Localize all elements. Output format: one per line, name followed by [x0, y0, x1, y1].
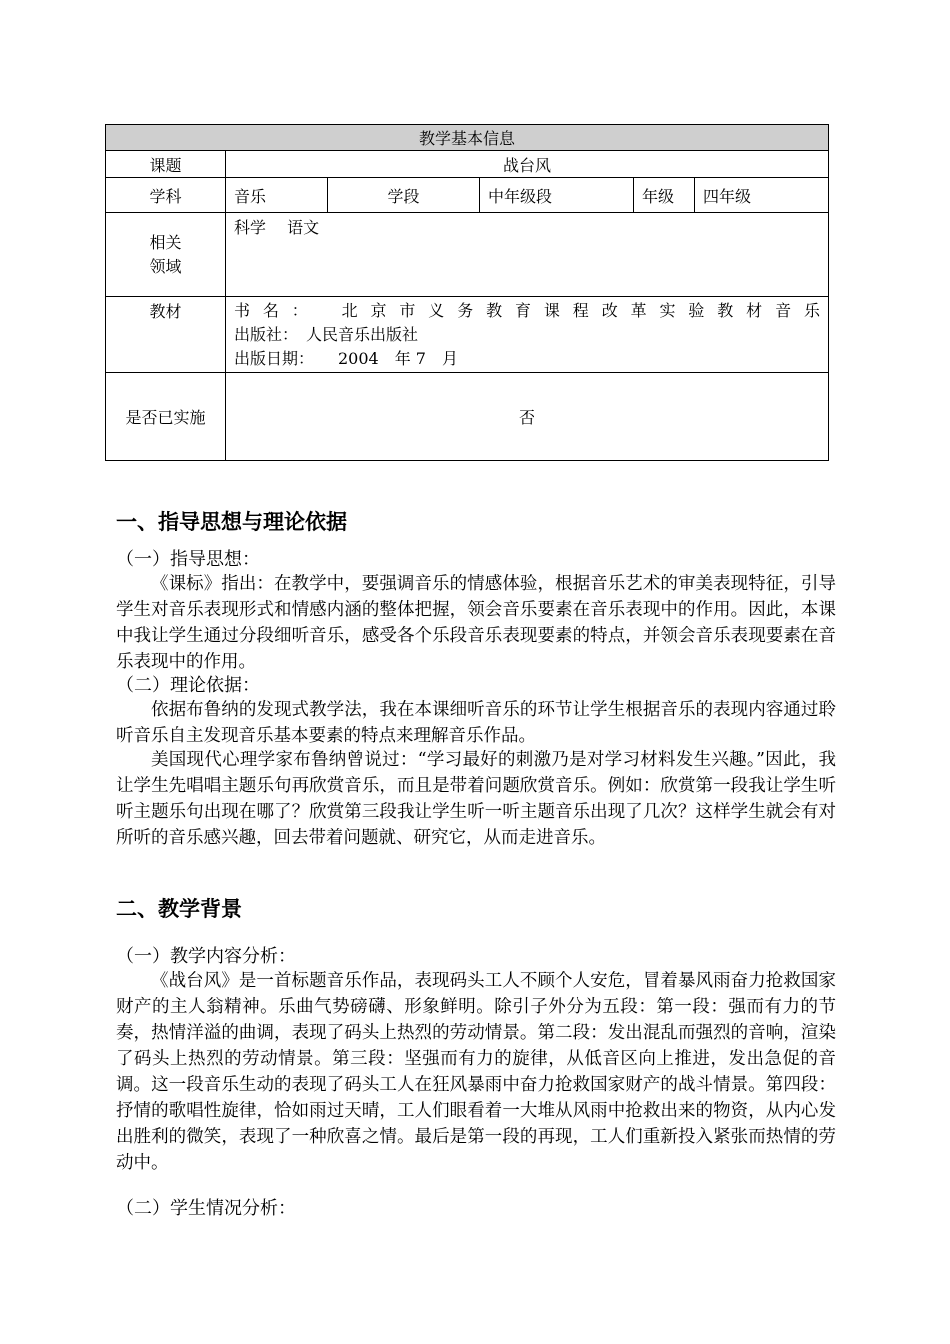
- section1-paragraph-3: 美国现代心理学家布鲁纳曾说过：“学习最好的刺激乃是对学习材料发生兴趣。”因此，我让学生先唱唱主题乐句再欣赏音乐，而且是带着问题欣赏音乐。例如：欣赏第一段我让学生听听主题乐句出现在哪了？欣赏第三段我让学生听一听主题音乐出现了几次？这样学生就会有对所听的音乐感兴趣，回去带着问题就、研究它，从而走进音乐。: [116, 750, 836, 848]
- section1-sub-heading-2: （二）理论依据：: [116, 675, 260, 696]
- section1-paragraph-1: 《课标》指出：在教学中，要强调音乐的情感体验，根据音乐艺术的审美表现特征，引导学生对音乐表现形式和情感内涵的整体把握，领会音乐要素在音乐表现中的作用。因此，本课中我让学生通过分段细听音乐，感受各个乐段音乐表现要素的特点，并领会音乐表现要素在音乐表现中的作用。: [116, 574, 836, 672]
- implemented-value: 否: [226, 373, 829, 461]
- topic-label: 课题: [106, 151, 226, 178]
- textbook-publisher: 出版社： 人民音乐出版社: [234, 325, 419, 344]
- subject-label: 学科: [106, 178, 226, 213]
- section2-sub-heading-1: （一）教学内容分析：: [116, 946, 296, 967]
- subject-value: 音乐: [226, 178, 328, 213]
- stage-value: 中年级段: [480, 178, 634, 213]
- implemented-label: 是否已实施: [106, 373, 226, 461]
- section1-sub-heading-1: （一）指导思想：: [116, 549, 260, 570]
- textbook-value: [226, 297, 829, 373]
- table-title: 教学基本信息: [106, 125, 829, 151]
- topic-value: 战台风: [226, 151, 829, 178]
- textbook-date: 出版日期： 2004 年 7 月: [234, 349, 458, 368]
- grade-value: 四年级: [695, 178, 829, 213]
- related-label-line-1: 相关: [149, 232, 182, 252]
- section2-paragraph-1: 《战台风》是一首标题音乐作品，表现码头工人不顾个人安危，冒着暴风雨奋力抢救国家财产的主人翁精神。乐曲气势磅礴、形象鲜明。除引子外分为五段：第一段：强而有力的节奏，热情洋溢的曲调，表现了码头上热烈的劳动情景。第二段：发出混乱而强烈的音响，渲染了码头上热烈的劳动情景。第三段：坚强而有力的旋律，从低音区向上推进，发出急促的音调。这一段音乐生动的表现了码头工人在狂风暴雨中奋力抢救国家财产的战斗情景。第四段：抒情的歌唱性旋律，恰如雨过天晴，工人们眼看着一大堆从风雨中抢救出来的物资，从内心发出胜利的微笑，表现了一种欣喜之情。最后是第一段的再现，工人们重新投入紧张而热情的劳动中。: [116, 971, 836, 1173]
- section2-heading: 二、教学背景: [116, 897, 242, 921]
- stage-label: 学段: [328, 178, 480, 213]
- textbook-book-name: 书名： 北京市义务教育课程改革实验教材音乐: [234, 301, 820, 320]
- related-fields-label: [106, 213, 226, 297]
- textbook-label: 教材: [106, 297, 226, 373]
- section1-paragraph-2: 依据布鲁纳的发现式教学法，我在本课细听音乐的环节让学生根据音乐的表现内容通过聆听音乐自主发现音乐基本要素的特点来理解音乐作品。: [116, 700, 836, 746]
- basic-info-table: [105, 124, 829, 461]
- section1-heading: 一、指导思想与理论依据: [116, 510, 347, 534]
- grade-label: 年级: [634, 178, 695, 213]
- related-label-line-2: 领域: [149, 256, 182, 276]
- related-fields-value: 科学 语文: [226, 213, 829, 297]
- section2-sub-heading-2: （二）学生情况分析：: [116, 1198, 296, 1219]
